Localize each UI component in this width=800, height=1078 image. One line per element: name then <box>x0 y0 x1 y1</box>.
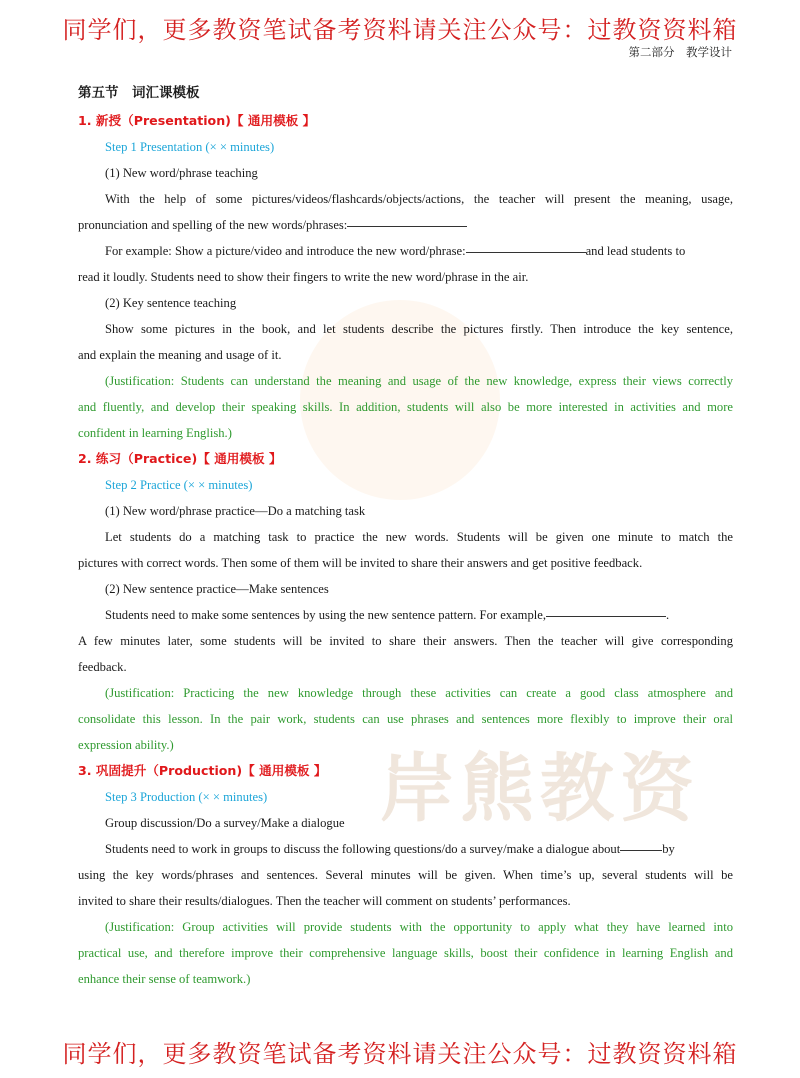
sub-heading: (2) Key sentence teaching <box>105 296 237 310</box>
paragraph-line: A few minutes later, some students will be invited to share their answers. Then the teacher will give corresponding <box>78 634 733 648</box>
blank-line <box>620 849 662 851</box>
presentation-heading: 1. 新授（Presentation)【 通用模板 】 <box>78 113 316 128</box>
paragraph-line: feedback. <box>78 660 127 674</box>
paragraph-text: and lead students to <box>585 244 686 258</box>
sub-heading: (1) New word/phrase practice—Do a matching task <box>105 504 366 518</box>
step3-label: Step 3 Production (× × minutes) <box>105 790 268 804</box>
paragraph-line: With the help of some pictures/videos/flashcards/objects/actions, the teacher will present the meaning, usage, <box>105 192 733 206</box>
paragraph-line <box>78 212 733 238</box>
justification-line: consolidate this lesson. In the pair work, students can use phrases and sentences more flexibly to improve their oral <box>78 712 733 726</box>
paragraph-text: Students need to make some sentences by using the new sentence pattern. For example, <box>105 608 547 622</box>
paragraph-text: by <box>662 842 675 856</box>
paragraph-line <box>78 836 733 862</box>
justification-line: confident in learning English.) <box>78 426 232 440</box>
paragraph-line: Show some pictures in the book, and let students describe the pictures firstly. Then introduce the key sentence, <box>105 322 733 336</box>
blank-line <box>466 251 586 253</box>
justification-line: (Justification: Students can understand the meaning and usage of the new knowledge, express their views correctly <box>105 374 733 388</box>
justification-line: and fluently, and develop their speaking skills. In addition, students will also be more interested in activities and more <box>78 400 733 414</box>
step1-label: Step 1 Presentation (× × minutes) <box>105 140 275 154</box>
paragraph-line <box>78 238 733 264</box>
sub-heading: (2) New sentence practice—Make sentences <box>105 582 329 596</box>
justification-line: (Justification: Group activities will provide students with the opportunity to apply what they have learned into <box>105 920 733 934</box>
step2-label: Step 2 Practice (× × minutes) <box>105 478 253 492</box>
paragraph-line <box>78 602 733 628</box>
paragraph-text: pronunciation and spelling of the new words/phrases: <box>78 218 348 232</box>
section-title: 第五节 词汇课模板 <box>78 85 200 101</box>
paragraph-text: Students need to work in groups to discuss the following questions/do a survey/make a dialogue about <box>105 842 621 856</box>
justification-line: practical use, and therefore improve their comprehensive language skills, boost their confidence in learning English and <box>78 946 733 960</box>
sub-heading: (1) New word/phrase teaching <box>105 166 258 180</box>
justification-line: expression ability.) <box>78 738 174 752</box>
top-banner: 同学们，更多教资笔试备考资料请关注公众号：过教资资料箱 <box>62 16 738 44</box>
justification-line: enhance their sense of teamwork.) <box>78 972 251 986</box>
blank-line <box>347 225 467 227</box>
page-header: 第二部分 教学设计 <box>628 45 732 59</box>
justification-line: (Justification: Practicing the new knowledge through these activities can create a good class atmosphere and <box>105 686 733 700</box>
blank-line <box>546 615 666 617</box>
paragraph-line: and explain the meaning and usage of it. <box>78 348 282 362</box>
paragraph-text: . <box>666 608 670 622</box>
document-body <box>78 80 733 992</box>
production-heading: 3. 巩固提升（Production)【 通用模板 】 <box>78 763 327 778</box>
sub-heading: Group discussion/Do a survey/Make a dialogue <box>105 816 345 830</box>
watermark-text: 岸熊教资 <box>380 746 700 832</box>
practice-heading: 2. 练习（Practice)【 通用模板 】 <box>78 451 282 466</box>
paragraph-line: read it loudly. Students need to show their fingers to write the new word/phrase in the air. <box>78 270 529 284</box>
paragraph-line: Let students do a matching task to practice the new words. Students will be given one minute to match the <box>105 530 733 544</box>
paragraph-line: using the key words/phrases and sentences. Several minutes will be given. When time’s up, several students will be <box>78 868 733 882</box>
paragraph-line: pictures with correct words. Then some of them will be invited to share their answers and get positive feedback. <box>78 556 643 570</box>
paragraph-text: For example: Show a picture/video and introduce the new word/phrase: <box>105 244 466 258</box>
paragraph-line: invited to share their results/dialogues. Then the teacher will comment on students’ performances. <box>78 894 571 908</box>
bottom-banner: 同学们，更多教资笔试备考资料请关注公众号：过教资资料箱 <box>62 1040 738 1068</box>
